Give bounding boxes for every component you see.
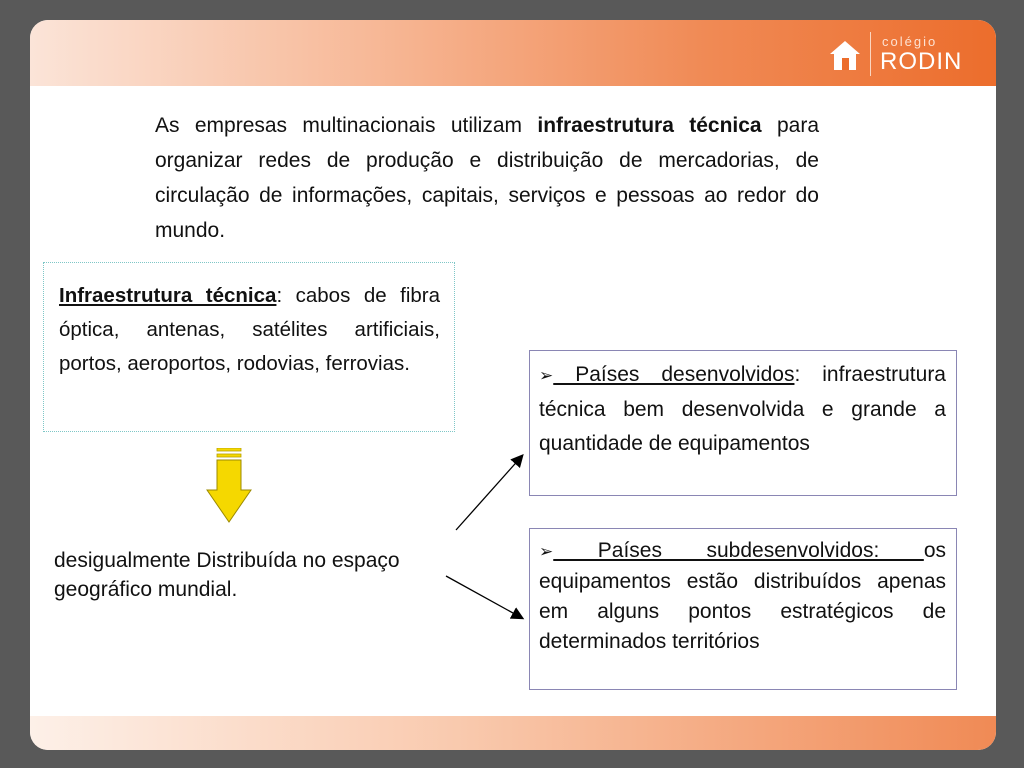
slide [30,20,996,750]
infrastructure-definition: : cabos de fibra óptica, antenas, satélites artificiais, portos, aeroportos, rodovias, ferrovias. [59,284,441,375]
arrow-bullet-icon: ➢ [539,366,554,385]
underdeveloped-countries-box [529,528,957,690]
logo-subtitle: colégio [882,34,938,49]
distribution-text: desigualmente Distribuída no espaço geográfico mundial. [54,549,400,601]
arrow-bullet-icon: ➢ [539,542,554,561]
infrastructure-term: Infraestrutura técnica [59,284,277,307]
intro-bold-term: infraestrutura técnica [537,114,762,137]
intro-text-start: As empresas multinacionais utilizam [155,114,538,137]
intro-text-end: para organizar redes de produção e distribuição de mercadorias, de circulação de informações, capitais, serviços e pessoas ao redor do mundo. [155,114,820,242]
developed-countries-box [529,350,957,496]
arrow-to-developed [456,456,522,530]
developed-heading: Países desenvolvidos [553,363,795,386]
underdeveloped-description: os equipamentos estão distribuídos apenas em alguns pontos estratégicos de determinados territórios [539,539,946,653]
footer-band [30,716,996,750]
logo-name: RODIN [880,48,963,75]
developed-description: : infraestrutura técnica bem desenvolvida e grande a quantidade de equipamentos [539,363,946,455]
arrow-to-underdeveloped [446,576,522,618]
underdeveloped-heading: Países subdesenvolvidos: [553,539,924,562]
